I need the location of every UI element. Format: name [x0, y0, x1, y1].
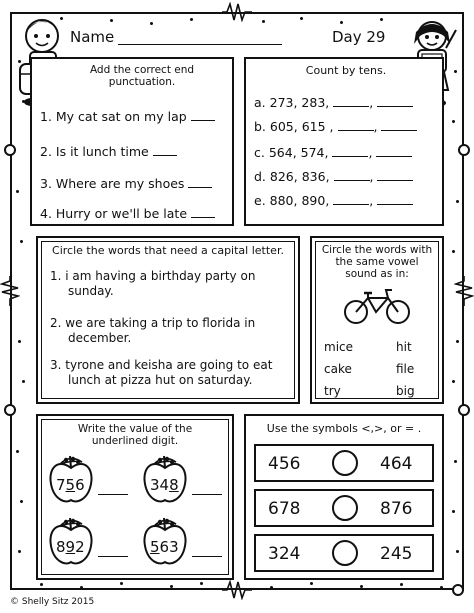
- border-dot: [20, 500, 23, 503]
- border-dot: [456, 200, 459, 203]
- bicycle-icon: [342, 286, 412, 326]
- border-dot: [16, 190, 19, 193]
- zigzag-right-icon: [454, 276, 474, 306]
- border-dot: [18, 340, 21, 343]
- apple-number: 348: [150, 476, 179, 494]
- vowel-title: Circle the words with the same vowel sound as in:: [321, 244, 433, 280]
- border-dot: [440, 586, 443, 589]
- answer-blank[interactable]: [377, 106, 413, 107]
- name-label: Name: [70, 28, 115, 46]
- answer-blank[interactable]: [192, 556, 222, 557]
- border-dot: [20, 240, 23, 243]
- place-value-title: Write the value of the underlined digit.: [77, 423, 193, 447]
- left-number: 324: [268, 544, 301, 564]
- right-number: 245: [380, 544, 413, 564]
- item-letter: e.: [254, 193, 266, 208]
- item-numbers: 564, 574,: [268, 145, 329, 160]
- border-dot: [340, 21, 343, 24]
- vowel-word[interactable]: mice: [324, 340, 354, 354]
- compare-row: [254, 534, 434, 572]
- answer-blank[interactable]: [377, 180, 413, 181]
- item-numbers: 273, 283,: [269, 95, 330, 110]
- answer-blank[interactable]: [376, 156, 412, 157]
- border-dot: [22, 380, 25, 383]
- item-letter: d.: [254, 169, 266, 184]
- border-dot: [456, 550, 459, 553]
- capital-item-3-line2: lunch at pizza hut on saturday.: [68, 373, 253, 387]
- answer-blank[interactable]: [191, 120, 215, 121]
- answer-blank[interactable]: [153, 155, 177, 156]
- symbol-circle[interactable]: [332, 540, 358, 566]
- border-dot: [150, 22, 153, 25]
- border-dot: [120, 582, 123, 585]
- border-dot: [360, 585, 363, 588]
- answer-blank[interactable]: [191, 217, 215, 218]
- frame-ring-left-top: [4, 144, 16, 156]
- compare-row: [254, 444, 434, 482]
- answer-blank[interactable]: [188, 187, 212, 188]
- border-dot: [270, 586, 273, 589]
- answer-blank[interactable]: [98, 556, 128, 557]
- answer-blank[interactable]: [332, 156, 368, 157]
- border-dot: [80, 586, 83, 589]
- count-tens-box: [244, 57, 444, 226]
- capital-item-2-line1: 2. we are taking a trip to florida in: [50, 316, 256, 330]
- name-line[interactable]: [118, 44, 282, 45]
- frame-ring-right-top: [458, 144, 470, 156]
- answer-blank[interactable]: [192, 494, 222, 495]
- vowel-word[interactable]: file: [396, 362, 415, 376]
- border-dot: [452, 120, 455, 123]
- item-letter: a.: [254, 95, 266, 110]
- capital-title: Circle the words that need a capital letter.: [52, 244, 284, 257]
- border-dot: [310, 582, 313, 585]
- frame-ring-left-bottom: [4, 404, 16, 416]
- vowel-box: [310, 236, 444, 404]
- answer-blank[interactable]: [381, 130, 417, 131]
- border-dot: [456, 340, 459, 343]
- compare-title: Use the symbols <,>, or = .: [266, 422, 422, 435]
- compare-row: [254, 489, 434, 527]
- answer-blank[interactable]: [98, 494, 128, 495]
- border-dot: [262, 20, 265, 23]
- border-dot: [110, 19, 113, 22]
- border-dot: [400, 583, 403, 586]
- capital-item-2-line2: december.: [68, 331, 132, 345]
- zigzag-top-icon: [222, 2, 252, 22]
- item-letter: b.: [254, 119, 266, 134]
- answer-blank[interactable]: [338, 130, 374, 131]
- count-tens-item: a. 273, 283, ,: [254, 95, 413, 110]
- item-numbers: 880, 890,: [269, 193, 330, 208]
- vowel-word[interactable]: try: [324, 384, 341, 398]
- symbol-circle[interactable]: [332, 495, 358, 521]
- symbol-circle[interactable]: [332, 450, 358, 476]
- apple-number: 892: [56, 538, 85, 556]
- border-dot: [452, 510, 455, 513]
- frame-ring-right-bottom: [458, 404, 470, 416]
- item-letter: c.: [254, 145, 265, 160]
- count-tens-item: e. 880, 890, ,: [254, 193, 413, 208]
- right-number: 876: [380, 499, 413, 519]
- punctuation-title: Add the correct end punctuation.: [89, 64, 195, 88]
- capital-item-1-line2: sunday.: [68, 284, 114, 298]
- zigzag-bottom-icon: [222, 580, 252, 600]
- punctuation-box: [30, 57, 234, 226]
- border-dot: [40, 583, 43, 586]
- vowel-word[interactable]: cake: [324, 362, 352, 376]
- border-dot: [300, 17, 303, 20]
- place-value-box: [36, 414, 234, 580]
- copyright-text: © Shelly Sitz 2015: [10, 597, 95, 607]
- answer-blank[interactable]: [333, 106, 369, 107]
- apple-number: 563: [150, 538, 179, 556]
- count-tens-title: Count by tens.: [305, 64, 387, 77]
- capital-item-1-line1: 1. i am having a birthday party on: [50, 269, 256, 283]
- item-numbers: 605, 615 ,: [269, 119, 334, 134]
- apple-number: 756: [56, 476, 85, 494]
- border-dot: [16, 450, 19, 453]
- punctuation-item: 4. Hurry or we'll be late: [40, 206, 215, 221]
- count-tens-item: c. 564, 574, ,: [254, 145, 412, 160]
- border-dot: [454, 460, 457, 463]
- border-dot: [200, 582, 203, 585]
- border-dot: [452, 380, 455, 383]
- border-dot: [190, 18, 193, 21]
- vowel-word[interactable]: hit: [396, 340, 412, 354]
- answer-blank[interactable]: [333, 204, 369, 205]
- punctuation-item: 3. Where are my shoes: [40, 176, 212, 191]
- header-row: [70, 28, 410, 52]
- border-dot: [380, 18, 383, 21]
- day-label: Day 29: [332, 28, 386, 46]
- vowel-word[interactable]: big: [396, 384, 415, 398]
- punctuation-item: 2. Is it lunch time: [40, 144, 177, 159]
- border-dot: [452, 250, 455, 253]
- capital-box: [36, 236, 300, 404]
- punctuation-item: 1. My cat sat on my lap: [40, 109, 215, 124]
- count-tens-item: d. 826, 836, ,: [254, 169, 413, 184]
- capital-item-3-line1: 3. tyrone and keisha are going to eat: [50, 358, 273, 372]
- compare-box: [244, 414, 444, 580]
- left-number: 456: [268, 454, 301, 474]
- border-dot: [18, 550, 21, 553]
- answer-blank[interactable]: [334, 180, 370, 181]
- right-number: 464: [380, 454, 413, 474]
- item-numbers: 826, 836,: [269, 169, 330, 184]
- frame-ring-bottom-right: [452, 584, 464, 596]
- border-dot: [170, 585, 173, 588]
- count-tens-item: b. 605, 615 , ,: [254, 119, 417, 134]
- left-number: 678: [268, 499, 301, 519]
- answer-blank[interactable]: [377, 204, 413, 205]
- zigzag-left-icon: [0, 276, 20, 306]
